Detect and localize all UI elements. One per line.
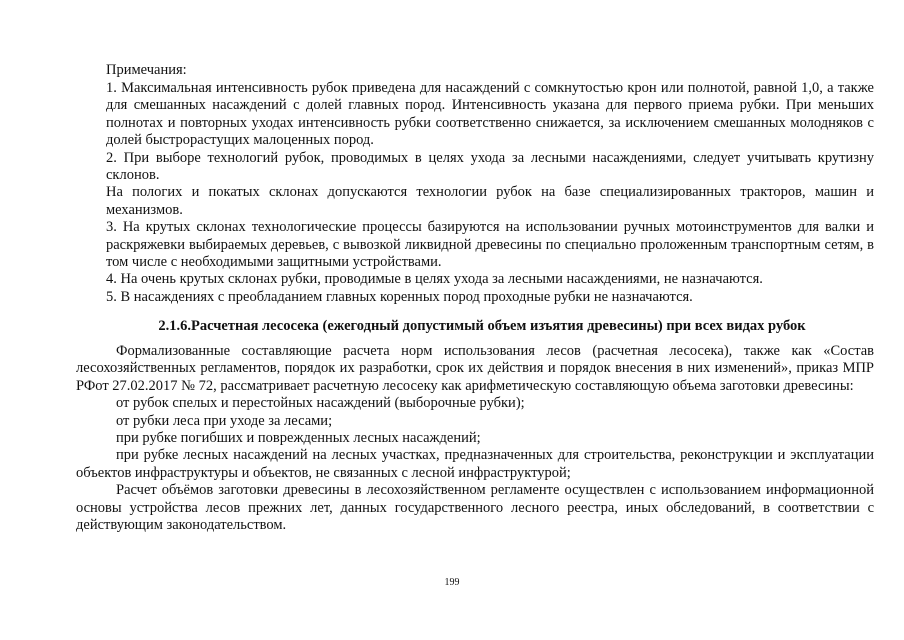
list-item: при рубке лесных насаждений на лесных участках, предназначенных для строительства, реконструкции и эксплуатации объектов инфраструктуры и объектов, не связанных с лесной инфраструктурой; bbox=[76, 447, 874, 481]
notes-list bbox=[106, 80, 874, 306]
note-item-5: 5. В насаждениях с преобладанием главных коренных пород проходные рубки не назначаются. bbox=[106, 288, 693, 305]
section-closing-paragraph: Расчет объёмов заготовки древесины в лесохозяйственном регламенте осуществлен с использованием информационной основы устройства лесов прежних лет, данных государственного лесного реестра, иных обследований, в соответствии с действующим законодательством. bbox=[76, 482, 874, 534]
page-number: 199 bbox=[444, 577, 460, 588]
note-item-1: 1. Максимальная интенсивность рубок приведена для насаждений с сомкнутостью крон или полнотой, равной 1,0, а также для смешанных насаждений с долей главных пород. Интенсивность указана для первого приема рубки. При меньших полнотах и повторных уходах интенсивность рубки соответственно снижается, за исключением смешанных молодняков с долей быстрорастущих малоценных пород. bbox=[106, 80, 874, 149]
list-item: от рубки леса при уходе за лесами; bbox=[116, 412, 333, 429]
note-item-2: 2. При выборе технологий рубок, проводимых в целях ухода за лесными насаждениями, следует учитывать крутизну склонов. bbox=[106, 149, 874, 184]
section-heading: 2.1.6.Расчетная лесосека (ежегодный допустимый объем изъятия древесины) при всех видах рубок bbox=[158, 318, 806, 334]
list-item: при рубке погибших и поврежденных лесных насаждений; bbox=[116, 430, 481, 447]
list-item: от рубок спелых и перестойных насаждений (выборочные рубки); bbox=[116, 395, 525, 412]
section-intro-paragraph: Формализованные составляющие расчета норм использования лесов (расчетная лесосека), также как «Состав лесохозяйственных регламентов, порядок их разработки, срок их действия и порядок внесения в них изменений», приказ МПР РФот 27.02.2017 № 72, рассматривает расчетную лесосеку как арифметическую составляющую объема заготовки древесины: bbox=[76, 343, 874, 394]
note-item-3: 3. На крутых склонах технологические процессы базируются на использовании ручных мотоинструментов для валки и раскряжевки выбираемых деревьев, с вывозкой ликвидной древесины по специально проложенным транспортным сетям, в том числе с необходимыми защитными устройствами. bbox=[106, 219, 874, 271]
section-body bbox=[76, 343, 874, 534]
note-item-4: 4. На очень крутых склонах рубки, проводимые в целях ухода за лесными насаждениями, не назначаются. bbox=[106, 271, 763, 288]
note-item-2-continued: На пологих и покатых склонах допускаются технологии рубок на базе специализированных тракторов, машин и механизмов. bbox=[106, 184, 874, 218]
notes-heading: Примечания: bbox=[106, 62, 187, 78]
